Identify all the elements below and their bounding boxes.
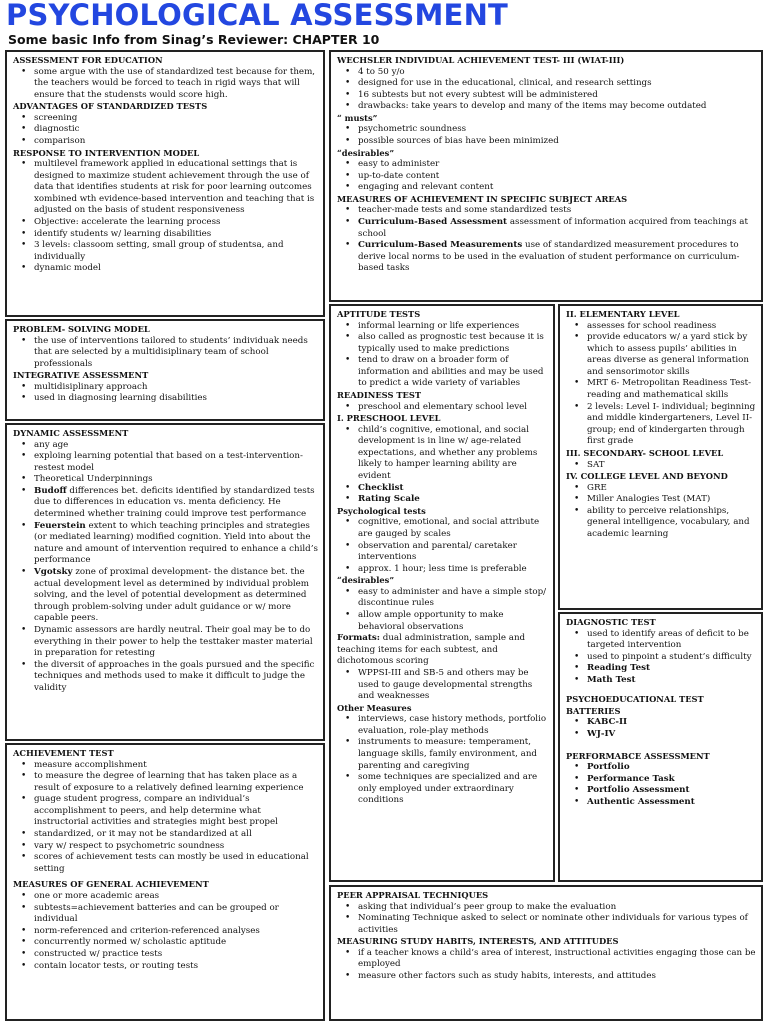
page-title: PSYCHOLOGICAL ASSESSMENT: [6, 0, 509, 32]
bullet-list: [337, 425, 548, 506]
list-item: • GRE: [566, 483, 756, 495]
section-heading: MEASURING STUDY HABITS, INTERESTS, AND ATTITUDES: [337, 936, 619, 947]
list-item: • vary w/ respect to psychometric soundness: [13, 841, 318, 853]
wiat-iii-box: [329, 50, 763, 302]
section-heading: II. ELEMENTARY LEVEL: [566, 309, 680, 319]
list-item: • WPPSI-III and SB-5 and others may be used to gauge developmental strengths and weaknesses: [337, 668, 548, 703]
list-item: • multilevel framework applied in educational settings that is designed to maximize student achievement through the use of data that identifies students at risk for poor learning outcomes xombined wth evidence-based intervention and teaching that is adjusted on the basis of student responsiveness: [13, 159, 318, 217]
bullet-list: [566, 717, 756, 740]
section-heading: “desirables”: [337, 147, 395, 158]
section-heading: APTITUDE TESTS: [337, 309, 421, 319]
list-item: • standardized, or it may not be standardized at all: [13, 829, 318, 841]
list-item: • the diversit of approaches in the goals pursued and the specific techniques and methods used to make it difficult to judge the validity: [13, 660, 318, 695]
list-item: • instruments to measure: temperament, language skills, family environment, and parenting and caregiving: [337, 737, 548, 772]
section-heading: MEASURES OF ACHIEVEMENT IN SPECIFIC SUBJECT AREAS: [337, 193, 628, 204]
dynamic-assessment-box: [5, 423, 325, 741]
problem-solving-model-box: [5, 319, 325, 421]
section-heading: READINESS TEST: [337, 390, 421, 401]
section-heading: WECHSLER INDIVIDUAL ACHIEVEMENT TEST- III (WIAT-III): [337, 55, 625, 65]
list-item: • 3 levels: classoom setting, small group of studentsa, and individually: [13, 240, 318, 263]
list-item: • easy to administer and have a simple stop/ discontinue rules: [337, 587, 548, 610]
list-item: • measure other factors such as study habits, interests, and attitudes: [337, 971, 756, 983]
section-heading: IV. COLLEGE LEVEL AND BEYOND: [566, 471, 728, 482]
list-item: • one or more academic areas: [13, 891, 318, 903]
list-item: • MRT 6- Metropolitan Readiness Test- reading and mathematical skills: [566, 378, 756, 401]
list-item: • tend to draw on a broader form of information and abilities and may be used to predict a wide variety of variables: [337, 355, 548, 390]
list-item: • used to pinpoint a student’s difficulty: [566, 652, 756, 664]
bullet-list: [337, 205, 756, 275]
bold-term: Vgotsky: [34, 567, 73, 578]
list-item: • designed for use in the educational, clinical, and research settings: [337, 78, 756, 90]
list-item: • Theoretical Underpinnings: [13, 474, 318, 486]
list-item: • child’s cognitive, emotional, and social development is in line w/ age-related expectations, and whether any problems likely to hamper learning ability are evident: [337, 425, 548, 483]
bullet-list: [566, 321, 756, 449]
section-heading: ACHIEVEMENT TEST: [13, 748, 114, 758]
list-item: • some argue with the use of standardized test because for them, the teachers would be forced to teach in rigid ways that will ensure that the studensts would score high.: [13, 67, 318, 102]
list-item: • ability to perceive relationships, general intelligence, vocabulary, and academic learning: [566, 506, 756, 541]
bullet-list: [337, 587, 548, 633]
bold-term: Portfolio Assessment: [587, 785, 690, 796]
list-item: • contain locator tests, or routing tests: [13, 961, 318, 973]
term-text: assessment of information acquired from teachings at school: [358, 216, 748, 239]
section-heading: PROBLEM- SOLVING MODEL: [13, 324, 150, 334]
bullet-list: [337, 517, 548, 575]
list-item: • constructed w/ practice tests: [13, 949, 318, 961]
term-text: zone of proximal development- the distance bet. the actual development level as determined by individual problem solving, and the level of potential development as determined through problem-solving under adult guidance or w/ more capable peers.: [34, 567, 310, 624]
bullet-list: [13, 67, 318, 102]
list-item: • concurrently normed w/ scholastic aptitude: [13, 937, 318, 949]
list-item: • Miller Analogies Test (MAT): [566, 494, 756, 506]
list-item: • 16 subtests but not every subtest will be administered: [337, 90, 756, 102]
bullet-list: [13, 159, 318, 275]
bullet-list: [13, 113, 318, 148]
section-heading: Psychological tests: [337, 505, 426, 516]
bullet-list: [13, 891, 318, 972]
list-item: [566, 762, 756, 774]
list-item: • measure accomplishment: [13, 760, 318, 772]
bullet-list: [337, 124, 756, 147]
bullet-list: [337, 668, 548, 703]
section-heading: MEASURES OF GENERAL ACHIEVEMENT: [13, 879, 209, 890]
list-item: • allow ample opportunity to make behavioral observations: [337, 610, 548, 633]
list-item: • observation and parental/ caretaker interventions: [337, 541, 548, 564]
bold-term: WJ-IV: [587, 729, 616, 740]
list-item: • dynamic model: [13, 263, 318, 275]
list-item: • Objective: accelerate the learning process: [13, 217, 318, 229]
section-heading: RESPONSE TO INTERVENTION MODEL: [13, 147, 200, 158]
list-item: • to measure the degree of learning that has taken place as a result of exposure to a relatively defined learning experience: [13, 771, 318, 794]
bullet-list: [337, 159, 756, 194]
list-item: • guage student progress, compare an individual’s accomplishment to peers, and help determine what instructorial activities and strategies might best propel: [13, 794, 318, 829]
bullet-list: [13, 760, 318, 876]
list-item: • some techniques are specialized and are only employed under extraordinary conditions: [337, 772, 548, 807]
list-item: • used in diagnosing learning disabilities: [13, 393, 318, 405]
aptitude-tests-box: [329, 304, 555, 882]
bullet-list: [13, 440, 318, 695]
list-item: • identify students w/ learning disabilities: [13, 229, 318, 241]
bullet-list: [566, 483, 756, 541]
bullet-list: [337, 902, 756, 937]
list-item: • any age: [13, 440, 318, 452]
list-item: • the use of interventions tailored to students’ individuak needs that are selected by a multidisiplinary team of school professionals: [13, 336, 318, 371]
bold-term: Curriculum-Based Assessment: [358, 216, 508, 227]
list-item: [566, 797, 756, 809]
list-item: • asking that individual’s peer group to make the evaluation: [337, 902, 756, 914]
list-item: • possible sources of bias have been minimized: [337, 136, 756, 148]
term-text: extent to which teaching principles and strategies (or mediated learning) modified cognition. Yield into about the nature and amount of intervention required to enhance a child’s performance: [34, 520, 318, 566]
list-item: • used to identify areas of deficit to be targeted intervention: [566, 629, 756, 652]
list-item: [566, 774, 756, 786]
bold-term: Rating Scale: [358, 494, 420, 505]
section-heading: DIAGNOSTIC TEST: [566, 617, 656, 627]
term-text: use of standardized measurement procedures to derive local norms to be used in the evaluation of student performance on curriculum-based tasks: [358, 240, 740, 274]
list-item: • Dynamic assessors are hardly neutral. Their goal may be to do everything in their power to help the testtaker master material in preparation for retesting: [13, 625, 318, 660]
bold-term: Performance Task: [587, 773, 675, 784]
bold-term: Portfolio: [587, 762, 630, 773]
list-item: [566, 729, 756, 741]
section-heading: ASSESSMENT FOR EDUCATION: [13, 55, 163, 65]
bullet-list: [13, 336, 318, 371]
bullet-list: [337, 67, 756, 113]
section-heading: DYNAMIC ASSESSMENT: [13, 428, 129, 438]
list-item: [13, 567, 318, 625]
list-item: [566, 663, 756, 675]
list-item: • also called as prognostic test because it is typically used to make predictions: [337, 332, 548, 355]
bold-term: Reading Test: [587, 663, 651, 674]
bullet-list: [566, 629, 756, 687]
list-item: • interviews, case history methods, portfolio evaluation, role-play methods: [337, 714, 548, 737]
list-item: • approx. 1 hour; less time is preferable: [337, 564, 548, 576]
assessment-for-education-box: [5, 50, 325, 317]
bold-term: Authentic Assessment: [587, 796, 695, 807]
list-item: • comparison: [13, 136, 318, 148]
section-heading: “desirables”: [337, 575, 395, 586]
list-item: • psychometric soundness: [337, 124, 756, 136]
list-item: • multidisiplinary approach: [13, 382, 318, 394]
section-heading: I. PRESCHOOL LEVEL: [337, 413, 441, 424]
list-item: • engaging and relevant content: [337, 182, 756, 194]
bold-term: Formats:: [337, 633, 380, 644]
list-item: • exploing learning potential that based on a test-intervention- restest model: [13, 451, 318, 474]
bold-term: KABC-II: [587, 717, 628, 728]
term-text: dual administration, sample and teaching items for each subtest, and dichotomous scoring: [337, 633, 526, 667]
bold-term: Budoff: [34, 485, 67, 496]
section-heading: ADVANTAGES OF STANDARDIZED TESTS: [13, 101, 208, 112]
list-item: [566, 675, 756, 687]
section-heading: INTEGRATIVE ASSESSMENT: [13, 370, 149, 381]
list-item: [337, 217, 756, 240]
list-item: • screening: [13, 113, 318, 125]
list-item: • up-to-date content: [337, 171, 756, 183]
list-item: [13, 486, 318, 521]
section-heading: “ musts”: [337, 112, 378, 123]
list-item: • preschool and elementary school level: [337, 402, 548, 414]
bold-term: Math Test: [587, 674, 636, 685]
list-item: • cognitive, emotional, and social attribute are gauged by scales: [337, 517, 548, 540]
list-item: • subtests=achievement batteries and can be grouped or individual: [13, 903, 318, 926]
list-item: [337, 494, 548, 506]
bold-term: Curriculum-Based Measurements: [358, 240, 523, 251]
section-heading: PEER APPRAISAL TECHNIQUES: [337, 890, 489, 900]
bullet-list: [566, 460, 756, 472]
list-item: • norm-referenced and criterion-referenced analyses: [13, 926, 318, 938]
list-item: • provide educators w/ a yard stick by which to assess pupils’ abilities in areas diverse as general information and sensorimotor skills: [566, 332, 756, 378]
page-subtitle: Some basic Info from Sinag’s Reviewer: CHAPTER 10: [8, 32, 380, 47]
list-item: • 2 levels: Level I- individual; beginning and middle kindergarteners, Level II- group; end of kindergarten through first grade: [566, 402, 756, 448]
diagnostic-test-box: [558, 612, 763, 882]
elementary-level-box: [558, 304, 763, 610]
list-item: • 4 to 50 y/o: [337, 67, 756, 79]
bullet-list: [337, 714, 548, 807]
bold-term: Feuerstein: [34, 520, 86, 531]
section-heading: III. SECONDARY- SCHOOL LEVEL: [566, 448, 724, 459]
bold-term: Checklist: [358, 482, 404, 493]
list-item: [337, 240, 756, 275]
list-item: • assesses for school readiness: [566, 321, 756, 333]
peer-appraisal-box: [329, 885, 763, 1021]
list-item: [13, 521, 318, 567]
bullet-list: [566, 762, 756, 808]
list-item: [566, 785, 756, 797]
list-item: • drawbacks: take years to develop and many of the items may become outdated: [337, 101, 756, 113]
term-text: differences bet. deficits identified by standardized tests due to differences in education vs. menta deficiency. He determined whether training could improve test performance: [34, 485, 315, 520]
bullet-list: [337, 321, 548, 391]
list-item: • scores of achievement tests can mostly be used in educational setting: [13, 852, 318, 875]
list-item: • SAT: [566, 460, 756, 472]
list-item: • teacher-made tests and some standardized tests: [337, 205, 756, 217]
bullet-list: [337, 402, 548, 414]
formats-text: [337, 633, 548, 668]
bullet-list: [337, 948, 756, 983]
list-item: [337, 483, 548, 495]
section-heading: PERFORMABCE ASSESSMENT: [566, 750, 710, 761]
section-heading: PSYCHOEDUCATIONAL TEST BATTERIES: [566, 694, 704, 716]
section-heading: Other Measures: [337, 702, 412, 713]
achievement-test-box: [5, 743, 325, 1021]
list-item: • informal learning or life experiences: [337, 321, 548, 333]
list-item: [566, 717, 756, 729]
list-item: • Nominating Technique asked to select or nominate other individuals for various types of activities: [337, 913, 756, 936]
list-item: • easy to administer: [337, 159, 756, 171]
bullet-list: [13, 382, 318, 405]
list-item: • if a teacher knows a child’s area of interest, instructional activities engaging those can be employed: [337, 948, 756, 971]
list-item: • diagnostic: [13, 124, 318, 136]
